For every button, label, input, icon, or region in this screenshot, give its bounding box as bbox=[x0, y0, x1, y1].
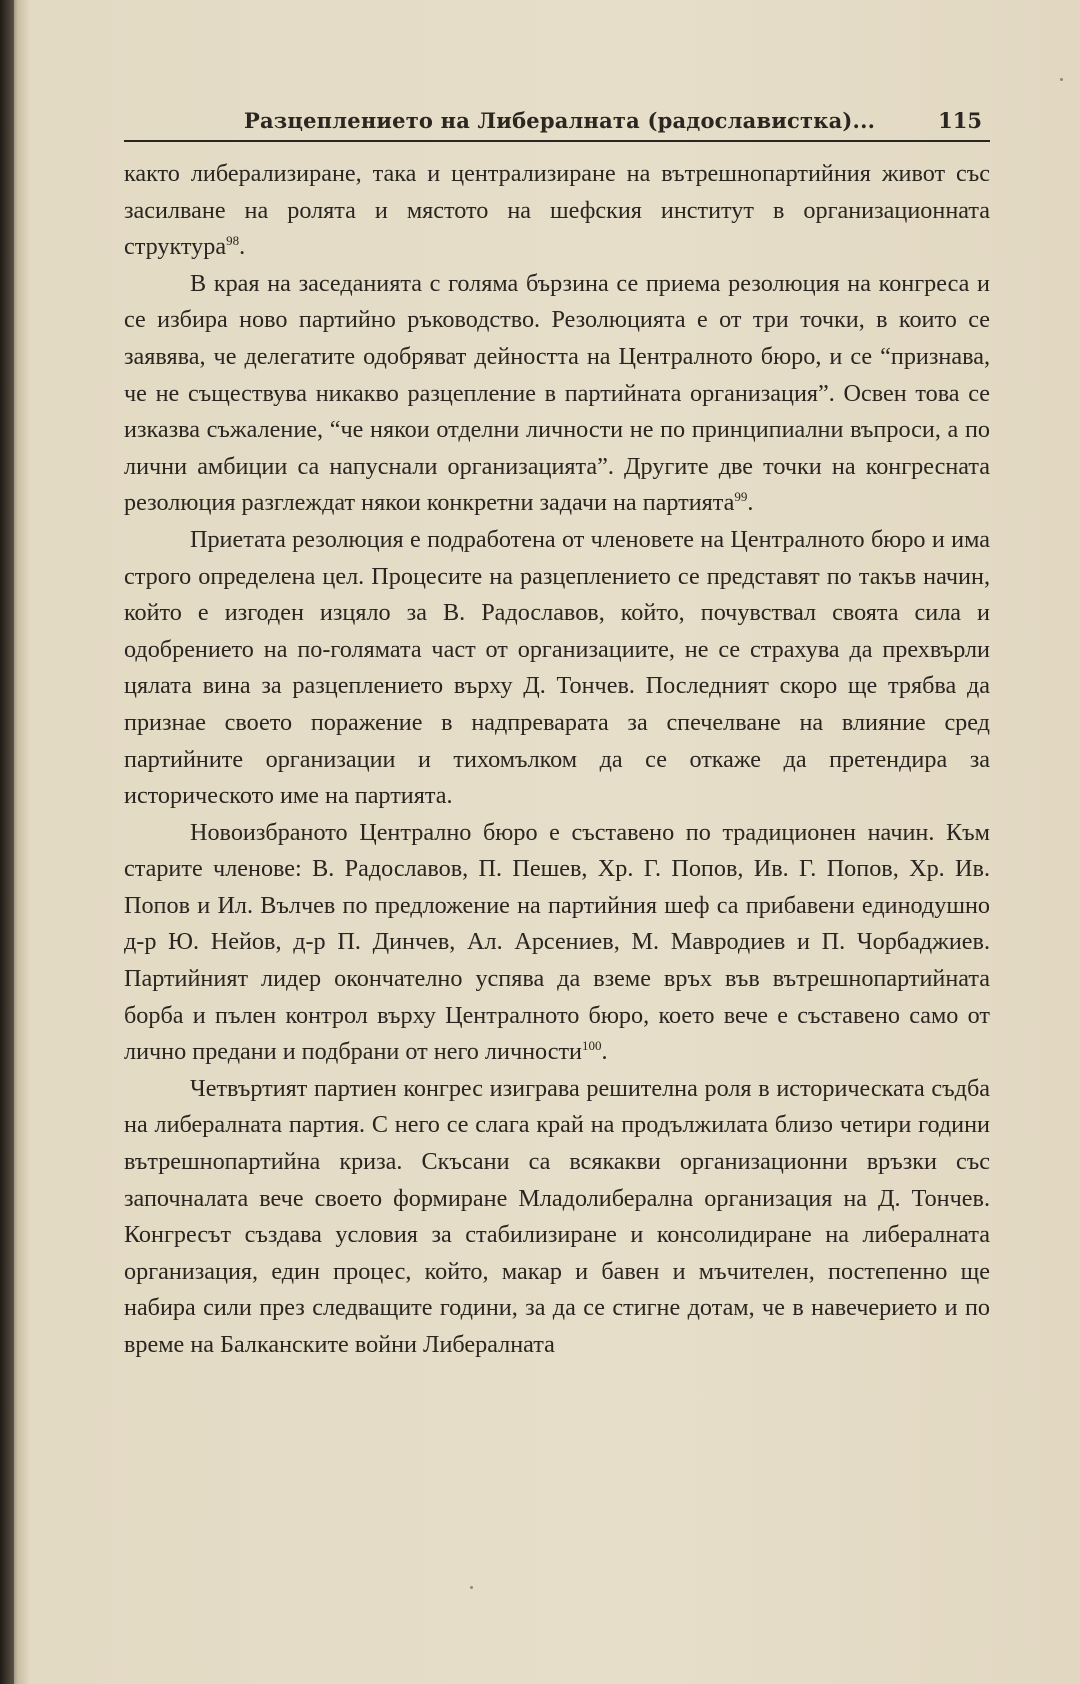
page-number: 115 bbox=[938, 108, 982, 133]
paragraph-text: както либерализиране, така и централизиране на вътрешнопартийния живот със засилване на ролята и мястото на шефския институт в организационната структура bbox=[124, 160, 990, 261]
footnote-ref-98: 98 bbox=[226, 233, 240, 249]
paragraph-tail: . bbox=[601, 1038, 608, 1066]
paragraph-1 bbox=[124, 156, 990, 266]
paragraph-tail: . bbox=[239, 233, 246, 261]
paragraph-tail: . bbox=[747, 489, 754, 517]
page-header bbox=[124, 100, 990, 142]
paragraph-2 bbox=[124, 266, 990, 522]
paper-speck bbox=[1060, 78, 1063, 81]
paragraph-text: Приетата резолюция е подработена от членовете на Централното бюро и има строго определена цел. Процесите на разцеплението се представят по такъв начин, който е изгоден изцяло за В. Радославов, който, почувствал своята сила и одобрението на по-голямата част от организациите, не се страхува да прехвърли цялата вина за разцеплението върху Д. Тончев. Последният скоро ще трябва да признае своето поражение в надпреварата за спечелване на влияние сред партийните организации и тихомълком да се откаже да претендира за историческото име на партията. bbox=[124, 525, 990, 810]
paragraph-text: Новоизбраното Централно бюро е съставено по традиционен начин. Към старите членове: В. Радославов, П. Пешев, Хр. Г. Попов, Ив. Г. Попов, Хр. Ив. Попов и Ил. Вълчев по предложение на партийния шеф са прибавени единодушно д-р Ю. Нейов, д-р П. Динчев, Ал. Арсениев, М. Мавродиев и П. Чорбаджиев. Партийният лидер окончателно успява да вземе връх във вътрешнопартийната борба и пълен контрол върху Централното бюро, което вече е съставено само от лично предани и подбрани от него личности bbox=[124, 818, 990, 1066]
paragraph-text: Четвъртият партиен конгрес изиграва решителна роля в историческата съдба на либералната партия. С него се слага край на продължилата близо четири години вътрешнопартийна криза. Скъсани са всякакви организационни връзки със започналата вече своето формиране Младолиберална организация на Д. Тончев. Конгресът създава условия за стабилизиране и консолидиране на либералната организация, един процес, който, макар и бавен и мъчителен, постепенно ще набира сили през следващите години, за да се стигне дотам, че в навечерието и по време на Балканските войни Либералната bbox=[124, 1074, 990, 1358]
paper-speck bbox=[470, 1586, 473, 1589]
book-spine-shadow bbox=[0, 0, 14, 1684]
footnote-ref-99: 99 bbox=[734, 489, 748, 505]
running-head: Разцеплението на Либералната (радославистка)... bbox=[244, 108, 876, 133]
paragraph-3 bbox=[124, 522, 990, 815]
paragraph-5 bbox=[124, 1071, 990, 1364]
paragraph-text: В края на заседанията с голяма бързина се приема резолюция на конгреса и се избира ново партийно ръководство. Резолюцията е от три точки, в които се заявява, че делегатите одобряват дейността на Централното бюро, и се “признава, че не съществува никакво разцепление в партийната организация”. Освен това се изказва съжаление, “че някои отделни личности не по принципиални въпроси, а по лични амбиции са напуснали организацията”. Другите две точки на конгресната резолюция разглеждат някои конкретни задачи на партията bbox=[124, 269, 990, 517]
body-text bbox=[124, 156, 990, 1364]
paragraph-4 bbox=[124, 815, 990, 1071]
footnote-ref-100: 100 bbox=[582, 1038, 602, 1054]
